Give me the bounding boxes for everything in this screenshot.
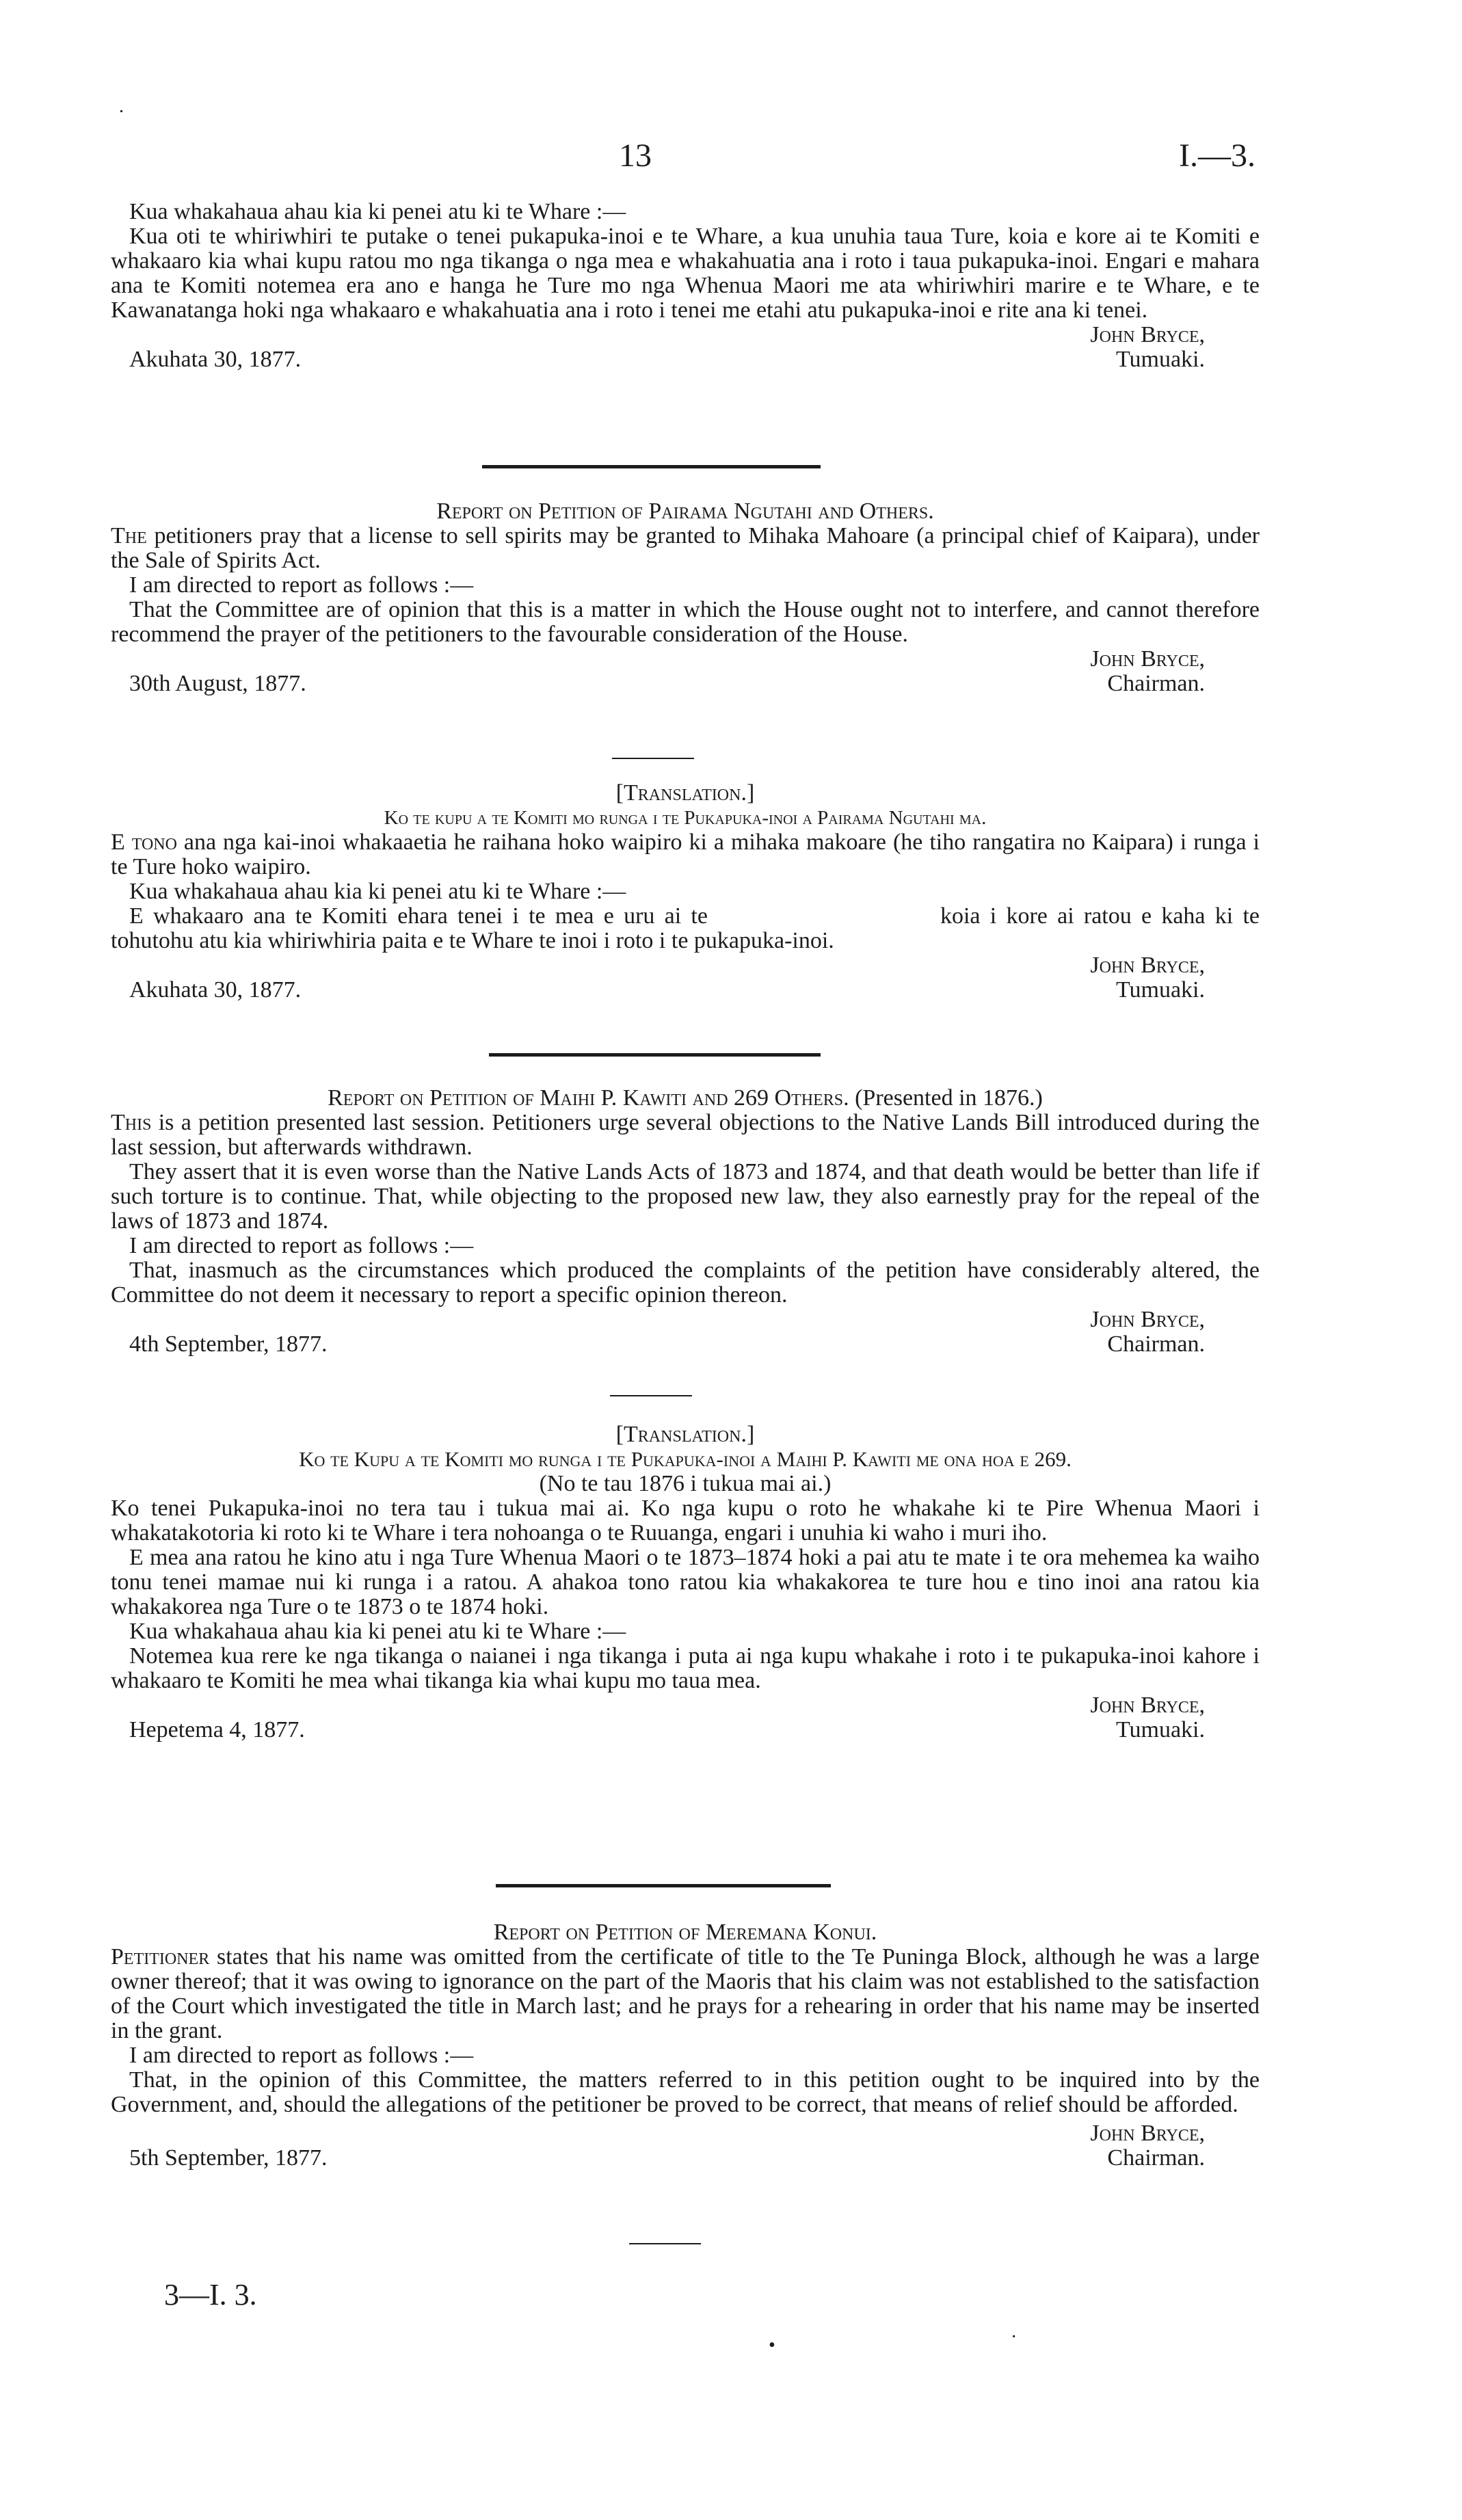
short-divider [612,758,694,759]
paragraph [111,524,1260,573]
signature-row [111,323,1260,347]
section-3-report [111,1086,1260,1357]
section-1-translation-continued [111,200,1260,372]
section-title-text: Report on Petition of Maihi P. Kawiti and 269 Others. [328,1085,849,1111]
paragraph: I am directed to report as follows :— [129,2043,474,2068]
lead-word: The [111,523,147,548]
paragraph-text: states that his name was omitted from the certificate of title to the Te Puninga Block, although he was a large owner thereof; that it was owing to ignorance on the part of the Maoris that his claim was not established to the satisfaction of the Court which investigated the title in March last; and he prays for a rehearing in order that his name may be inserted in the grant. [111,1944,1260,2043]
paragraph [111,1945,1260,2043]
signatory-name: John Bryce, [1090,646,1205,672]
section-3-translation [111,1422,1260,1742]
date: 30th August, 1877. [129,671,306,696]
footer-reference: 3—I. 3. [164,2278,257,2311]
signature-row [111,1693,1260,1718]
paragraph [111,904,1260,953]
date: 5th September, 1877. [129,2145,328,2171]
signatory-title: Tumuaki. [1115,977,1205,1003]
section-title: Report on Petition of Pairama Ngutahi and Others. [436,499,934,524]
translation-label: [Translation.] [615,1422,755,1447]
stray-mark: . [119,96,124,117]
section-4-report [111,1920,1260,2171]
lead-word: Petitioner [111,1944,210,1969]
section-2-translation [111,781,1260,1003]
signature-row [111,647,1260,672]
date-row [111,1718,1260,1742]
paragraph: I am directed to report as follows :— [129,572,474,598]
paragraph: Kua whakahaua ahau kia ki penei atu ki te Whare :— [129,879,626,904]
paragraph: That, in the opinion of this Committee, the matters referred to in this petition ought to be inquired into by the Government, and, should the allegations of the petitioner be proved to be correct, that means of relief should be afforded. [111,2067,1260,2117]
paragraph-text: e kaha ki te tohutohu atu kia whiriwhiria paita e te Whare te inoi i roto i te pukapuka-inoi. [111,903,1260,953]
date: 4th September, 1877. [129,1331,328,1357]
date: Hepetema 4, 1877. [129,1717,305,1742]
signatory-name: John Bryce, [1090,322,1205,347]
signature-row [111,2121,1260,2146]
date-row [111,978,1260,1003]
paragraph: That the Committee are of opinion that this is a matter in which the House ought not to interfere, and cannot therefore recommend the prayer of the petitioners to the favourable consideration of the House. [111,597,1260,647]
section-divider [482,465,821,468]
signatory-name: John Bryce, [1090,1307,1205,1332]
paragraph-text: E whakaaro ana te Komiti ehara tenei i te mea e uru ai te [129,903,708,929]
translation-label: [Translation.] [615,780,755,806]
translation-title: Ko te kupu a te Komiti mo runga i te Pukapuka-inoi a Pairama Ngutahi ma. [384,807,987,829]
paragraph-text: koia i kore ai ratou [940,903,1132,929]
signatory-title: Chairman. [1107,2145,1205,2171]
translation-subtitle: (No te tau 1876 i tukua mai ai.) [539,1471,832,1496]
paragraph: Kua whakahaua ahau kia ki penei atu ki te Whare :— [129,199,626,224]
lead-word: This [111,1110,152,1135]
paragraph: That, inasmuch as the circumstances which produced the complaints of the petition have considerably altered, the Committee do not deem it necessary to report a specific opinion thereon. [111,1258,1260,1308]
short-divider [610,1395,692,1396]
stray-mark: · [1011,2326,1018,2348]
section-2-report [111,499,1260,696]
page-number: 13 [619,137,652,174]
signature-row [111,953,1260,978]
section-divider [489,1053,821,1057]
paragraph [111,830,1260,879]
date: Akuhata 30, 1877. [129,977,302,1003]
paragraph-text: petitioners pray that a license to sell spirits may be granted to Mihaka Mahoare (a principal chief of Kaipara), under the Sale of Spirits Act. [111,523,1260,573]
signatory-title: Tumuaki. [1115,1717,1205,1742]
date-row [111,347,1260,372]
section-title [111,1086,1260,1111]
signatory-title: Tumuaki. [1115,347,1205,372]
date-row [111,1332,1260,1357]
date-row [111,2146,1260,2171]
signatory-title: Chairman. [1107,671,1205,696]
paragraph: Kua whakahaua ahau kia ki penei atu ki te Whare :— [129,1619,626,1644]
stray-mark: • [769,2335,775,2356]
paragraph: E mea ana ratou he kino atu i nga Ture Whenua Maori o te 1873–1874 hoki a pai atu te mate i te ora mehemea ka waiho tonu tenei mamae nui ki runga i a ratou. A ahakoa tono ratou kia whakakorea te ture hou e tino inoi ana ratou kia whakakorea nga Ture o te 1873 o te 1874 hoki. [111,1545,1260,1619]
section-divider [496,1884,831,1887]
short-divider [629,2243,701,2244]
paragraph-text: is a petition presented last session. Petitioners urge several objections to the Native Lands Bill introduced during the last session, but afterwards withdrawn. [111,1110,1260,1160]
paragraph: Kua oti te whiriwhiri te putake o tenei pukapuka-inoi e te Whare, a kua unuhia taua Ture, koia e kore ai te Komiti e whakaaro kia whai kupu ratou mo nga tikanga o nga mea e whakahuatia ana i roto i taua pukapuka-inoi. Engari e mahara ana te Komiti notemea era ano e hanga he Ture mo nga Whenua Maori me ata whiriwhiri marire e te Whare, e te Kawanatanga hoki nga whakaaro e whakahuatia ana i roto i tenei me etahi atu pukapuka-inoi e rite ana ki tenei. [111,224,1260,323]
signatory-name: John Bryce, [1090,2121,1205,2146]
section-title: Report on Petition of Meremana Konui. [493,1920,877,1945]
paragraph-text: ana nga kai-inoi whakaaetia he raihana hoko waipiro ki a mihaka makoare (he tiho rangatira no Kaipara) i runga i te Ture hoko waipiro. [111,830,1260,879]
signature-row [111,1308,1260,1332]
paragraph: I am directed to report as follows :— [129,1233,474,1258]
paragraph: They assert that it is even worse than the Native Lands Acts of 1873 and 1874, and that death would be better than life if such torture is to continue. That, while objecting to the proposed new law, they also earnestly pray for the repeal of the laws of 1873 and 1874. [111,1159,1260,1234]
date-row [111,672,1260,696]
signatory-name: John Bryce, [1090,1693,1205,1718]
signatory-name: John Bryce, [1090,953,1205,978]
paragraph: Notemea kua rere ke nga tikanga o naianei i nga tikanga i puta ai nga kupu whakahe i roto i te pukapuka-inoi kahore i whakaaro te Komiti he mea whai tikanga kia whai kupu mo taua mea. [111,1643,1260,1693]
translation-title: Ko te Kupu a te Komiti mo runga i te Pukapuka-inoi a Maihi P. Kawiti me ona hoa e 269. [299,1447,1072,1471]
paragraph: Ko tenei Pukapuka-inoi no tera tau i tukua mai ai. Ko nga kupu o roto he whakahe ki te Pire Whenua Maori i whakatakotoria ki roto ki te Whare i tera nohoanga o te Ruuanga, engari i unuhia ki waho i muri iho. [111,1496,1260,1546]
lead-word: E tono [111,830,177,855]
document-reference: I.—3. [1179,137,1255,174]
signatory-title: Chairman. [1107,1331,1205,1357]
paragraph [111,1111,1260,1160]
section-title-note: (Presented in 1876.) [855,1085,1043,1111]
date: Akuhata 30, 1877. [129,347,302,372]
